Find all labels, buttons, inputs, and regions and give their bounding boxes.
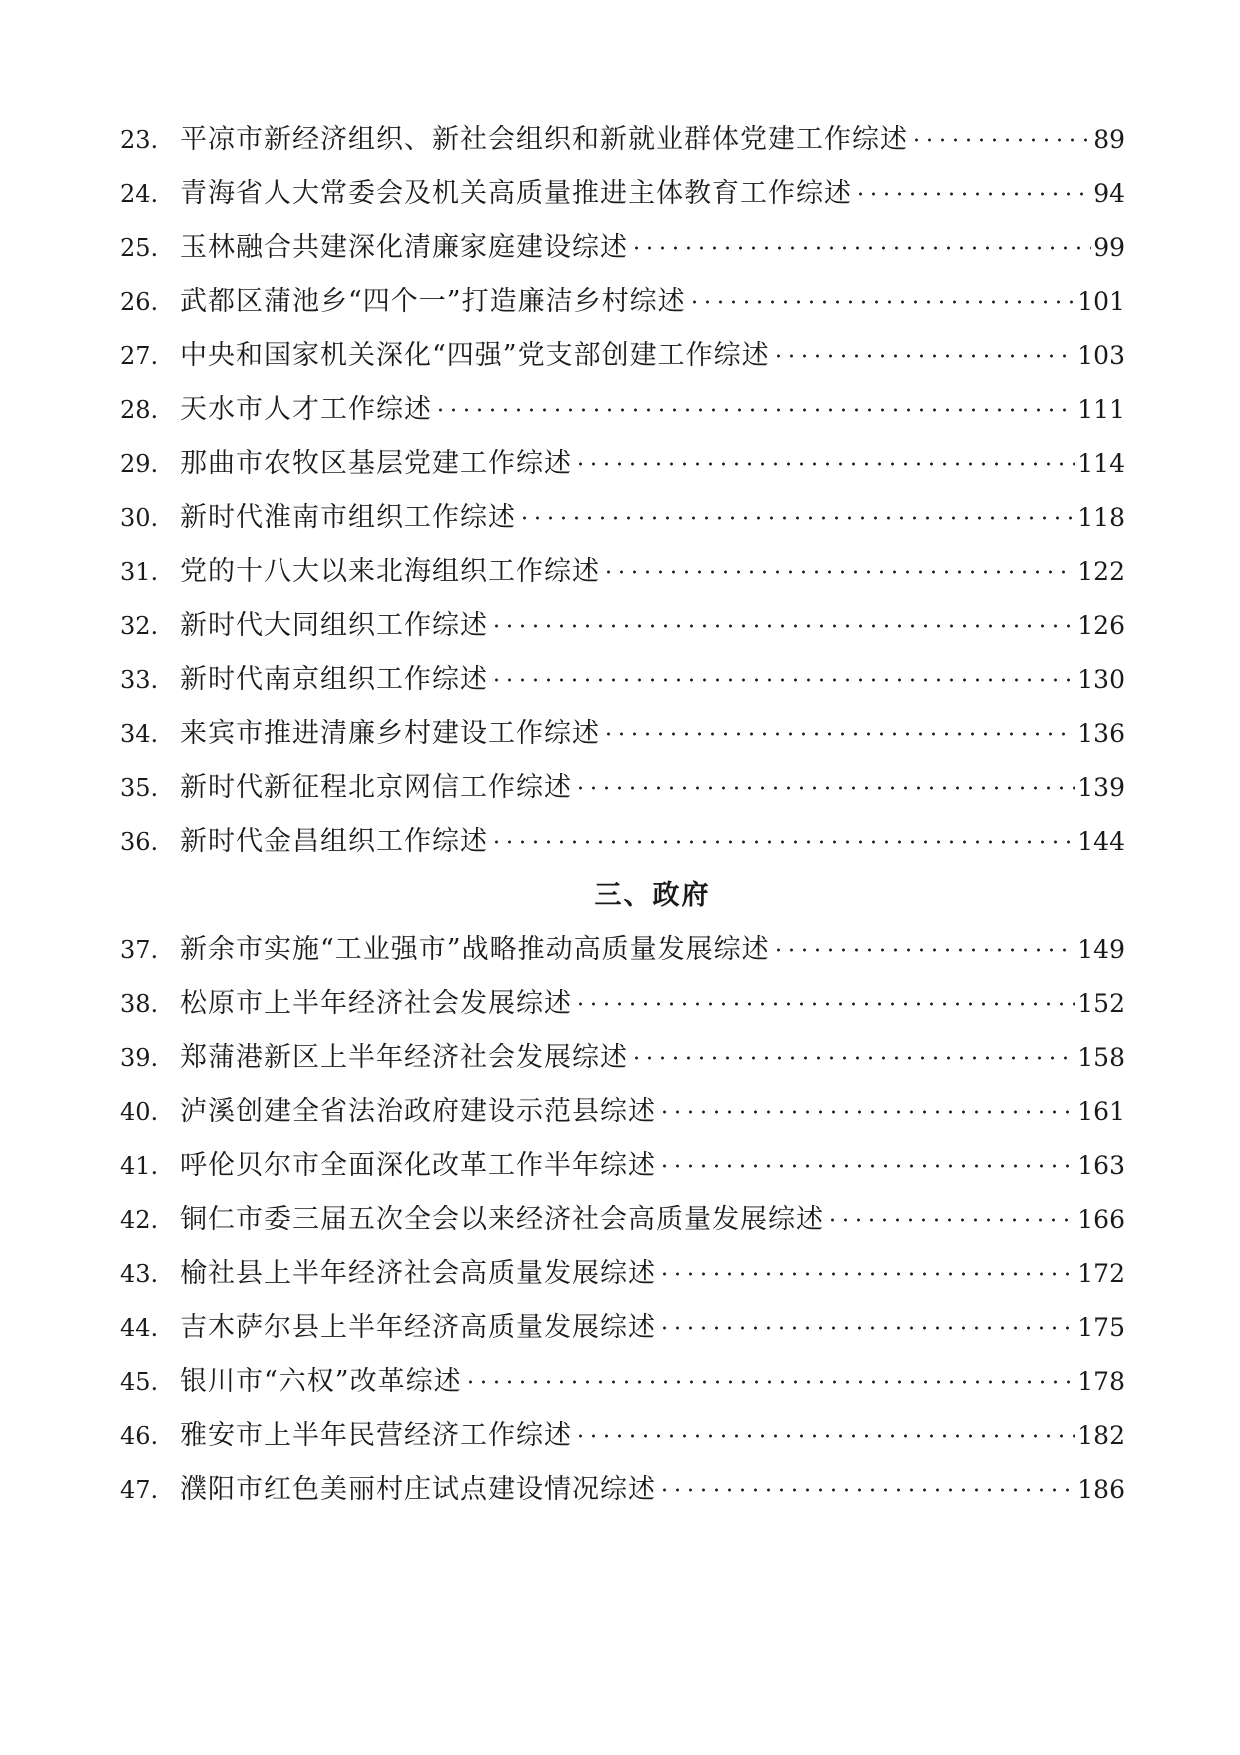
toc-entry-page-number: 161 <box>1077 1097 1125 1126</box>
toc-entry-title: 吉木萨尔县上半年经济高质量发展综述 <box>180 1312 656 1343</box>
toc-dot-leader <box>464 1380 1076 1384</box>
toc-entry[interactable] <box>120 1139 1125 1193</box>
toc-page <box>120 113 1125 1517</box>
toc-entry[interactable] <box>120 1463 1125 1517</box>
toc-dot-leader <box>658 1164 1075 1168</box>
toc-entry-number: 25. <box>120 234 159 262</box>
toc-dot-leader <box>658 1488 1075 1492</box>
toc-entry-title: 松原市上半年经济社会发展综述 <box>180 988 572 1019</box>
toc-entry-number: 41. <box>120 1152 159 1180</box>
toc-entry-title: 新时代淮南市组织工作综述 <box>180 502 516 533</box>
toc-entry[interactable] <box>120 1031 1125 1085</box>
toc-entry-number: 39. <box>120 1044 159 1072</box>
toc-entry-page-number: 118 <box>1077 503 1125 532</box>
toc-entry-number: 27. <box>120 342 159 370</box>
toc-dot-leader <box>854 192 1091 196</box>
toc-entry[interactable] <box>120 113 1125 167</box>
toc-entry-page-number: 136 <box>1077 719 1125 748</box>
toc-dot-leader <box>602 570 1075 574</box>
toc-entry-title: 青海省人大常委会及机关高质量推进主体教育工作综述 <box>180 178 852 209</box>
toc-entry[interactable] <box>120 437 1125 491</box>
toc-entry[interactable] <box>120 329 1125 383</box>
toc-entry-number: 29. <box>120 450 159 478</box>
toc-entry-title: 新时代南京组织工作综述 <box>180 664 488 695</box>
toc-dot-leader <box>630 246 1091 250</box>
toc-entry[interactable] <box>120 1247 1125 1301</box>
toc-entry-number: 36. <box>120 828 159 856</box>
toc-dot-leader <box>630 1056 1075 1060</box>
toc-entry[interactable] <box>120 545 1125 599</box>
toc-entry-page-number: 99 <box>1093 233 1125 262</box>
toc-entry-number: 47. <box>120 1476 159 1504</box>
toc-entry[interactable] <box>120 1085 1125 1139</box>
toc-entry-page-number: 122 <box>1077 557 1125 586</box>
toc-entry-page-number: 182 <box>1077 1421 1125 1450</box>
toc-entry-title: 党的十八大以来北海组织工作综述 <box>180 556 600 587</box>
toc-entry-title: 新余市实施“工业强市”战略推动高质量发展综述 <box>180 934 770 965</box>
toc-dot-leader <box>772 354 1076 358</box>
toc-entry-title: 郑蒲港新区上半年经济社会发展综述 <box>180 1042 628 1073</box>
toc-entry-page-number: 149 <box>1077 935 1125 964</box>
toc-dot-leader <box>490 840 1075 844</box>
toc-entry[interactable] <box>120 761 1125 815</box>
toc-entry-number: 38. <box>120 990 159 1018</box>
toc-entry-page-number: 114 <box>1077 449 1125 478</box>
toc-entry-number: 35. <box>120 774 159 802</box>
toc-entry-title: 玉林融合共建深化清廉家庭建设综述 <box>180 232 628 263</box>
toc-list-part1 <box>120 113 1125 869</box>
toc-entry-page-number: 152 <box>1077 989 1125 1018</box>
toc-entry-title: 新时代大同组织工作综述 <box>180 610 488 641</box>
toc-entry-page-number: 163 <box>1077 1151 1125 1180</box>
toc-entry[interactable] <box>120 1409 1125 1463</box>
toc-entry-title: 铜仁市委三届五次全会以来经济社会高质量发展综述 <box>180 1204 824 1235</box>
toc-entry-number: 46. <box>120 1422 159 1450</box>
toc-dot-leader <box>602 732 1075 736</box>
toc-entry-number: 33. <box>120 666 159 694</box>
toc-entry-title: 武都区蒲池乡“四个一”打造廉洁乡村综述 <box>180 286 686 317</box>
toc-entry[interactable] <box>120 599 1125 653</box>
toc-entry-title: 天水市人才工作综述 <box>180 394 432 425</box>
toc-entry[interactable] <box>120 1355 1125 1409</box>
toc-entry-title: 濮阳市红色美丽村庄试点建设情况综述 <box>180 1474 656 1505</box>
toc-entry-page-number: 172 <box>1077 1259 1125 1288</box>
toc-dot-leader <box>688 300 1076 304</box>
toc-entry-title: 泸溪创建全省法治政府建设示范县综述 <box>180 1096 656 1127</box>
section-heading-government: 三、政府 <box>594 880 711 911</box>
toc-entry-page-number: 166 <box>1077 1205 1125 1234</box>
toc-entry-page-number: 178 <box>1077 1367 1125 1396</box>
toc-dot-leader <box>826 1218 1075 1222</box>
toc-dot-leader <box>490 624 1075 628</box>
toc-entry-number: 42. <box>120 1206 159 1234</box>
toc-entry-title: 雅安市上半年民营经济工作综述 <box>180 1420 572 1451</box>
toc-entry[interactable] <box>120 1301 1125 1355</box>
toc-entry-number: 45. <box>120 1368 159 1396</box>
toc-dot-leader <box>574 1002 1075 1006</box>
toc-entry-title: 中央和国家机关深化“四强”党支部创建工作综述 <box>180 340 770 371</box>
toc-entry-page-number: 139 <box>1077 773 1125 802</box>
toc-entry[interactable] <box>120 977 1125 1031</box>
toc-list-part2 <box>120 923 1125 1517</box>
toc-entry-title: 来宾市推进清廉乡村建设工作综述 <box>180 718 600 749</box>
toc-entry-page-number: 130 <box>1077 665 1125 694</box>
toc-entry-number: 34. <box>120 720 159 748</box>
toc-entry-title: 榆社县上半年经济社会高质量发展综述 <box>180 1258 656 1289</box>
toc-entry-title: 新时代新征程北京网信工作综述 <box>180 772 572 803</box>
toc-entry[interactable] <box>120 383 1125 437</box>
toc-entry-number: 44. <box>120 1314 159 1342</box>
toc-entry-page-number: 186 <box>1077 1475 1125 1504</box>
toc-entry-page-number: 175 <box>1077 1313 1125 1342</box>
toc-dot-leader <box>574 786 1075 790</box>
toc-entry-page-number: 158 <box>1077 1043 1125 1072</box>
toc-entry-page-number: 94 <box>1093 179 1125 208</box>
toc-entry-page-number: 144 <box>1077 827 1125 856</box>
toc-dot-leader <box>772 948 1076 952</box>
toc-dot-leader <box>490 678 1075 682</box>
toc-entry-page-number: 101 <box>1077 287 1125 316</box>
toc-entry-page-number: 89 <box>1093 125 1125 154</box>
toc-entry-number: 23. <box>120 126 159 154</box>
toc-dot-leader <box>658 1272 1075 1276</box>
toc-entry[interactable] <box>120 653 1125 707</box>
toc-entry-page-number: 103 <box>1077 341 1125 370</box>
toc-dot-leader <box>658 1326 1075 1330</box>
toc-entry-title: 新时代金昌组织工作综述 <box>180 826 488 857</box>
toc-entry[interactable] <box>120 221 1125 275</box>
toc-entry-number: 37. <box>120 936 159 964</box>
toc-entry[interactable] <box>120 491 1125 545</box>
toc-entry-number: 43. <box>120 1260 159 1288</box>
toc-dot-leader <box>574 1434 1075 1438</box>
toc-entry-title: 银川市“六权”改革综述 <box>180 1366 462 1397</box>
toc-entry[interactable] <box>120 275 1125 329</box>
toc-dot-leader <box>434 408 1075 412</box>
toc-dot-leader <box>658 1110 1075 1114</box>
toc-dot-leader <box>518 516 1075 520</box>
toc-dot-leader <box>574 462 1075 466</box>
toc-entry-number: 30. <box>120 504 159 532</box>
toc-entry-title: 平凉市新经济组织、新社会组织和新就业群体党建工作综述 <box>180 124 908 155</box>
toc-entry-page-number: 126 <box>1077 611 1125 640</box>
toc-entry-number: 26. <box>120 288 159 316</box>
toc-entry-page-number: 111 <box>1077 395 1125 424</box>
toc-entry-number: 31. <box>120 558 159 586</box>
toc-entry[interactable] <box>120 707 1125 761</box>
toc-entry[interactable] <box>120 167 1125 221</box>
toc-dot-leader <box>910 138 1091 142</box>
toc-entry[interactable] <box>120 815 1125 869</box>
toc-entry[interactable] <box>120 923 1125 977</box>
toc-entry-number: 24. <box>120 180 159 208</box>
toc-entry[interactable] <box>120 1193 1125 1247</box>
toc-entry-number: 40. <box>120 1098 159 1126</box>
toc-entry-number: 28. <box>120 396 159 424</box>
toc-entry-number: 32. <box>120 612 159 640</box>
toc-entry-title: 呼伦贝尔市全面深化改革工作半年综述 <box>180 1150 656 1181</box>
toc-entry-title: 那曲市农牧区基层党建工作综述 <box>180 448 572 479</box>
